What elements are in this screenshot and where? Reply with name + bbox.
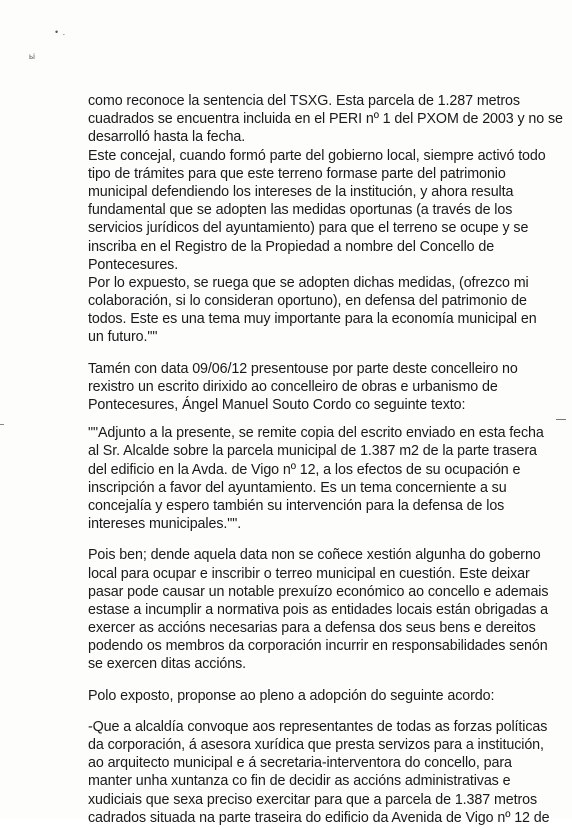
- text-line: Por lo expuesto, se ruega que se adopten dichas medidas, (ofrezco mi: [88, 274, 529, 291]
- text-line: intereses municipales."".: [88, 516, 242, 533]
- text-line: todos. Este es una tema muy importante para la economía municipal en: [88, 311, 537, 328]
- text-line: servicios jurídicos del ayuntamiento) para que el terreno se ocupe y se: [88, 220, 529, 237]
- text-line: Polo exposto, proponse ao pleno a adopción do seguinte acordo:: [88, 687, 495, 704]
- paragraph: [88, 718, 550, 827]
- text-line: xudiciais que sexa preciso exercitar para que a parcela de 1.387 metros: [88, 791, 538, 808]
- text-line: Este concejal, cuando formó parte del gobierno local, siempre activó todo: [88, 147, 546, 164]
- text-line: podendo os membros da corporación incurrir en responsabilidades senón: [88, 638, 548, 655]
- text-line: desarrolló hasta la fecha.: [88, 129, 246, 146]
- paragraph: [88, 92, 563, 347]
- text-line: manter unha xuntanza co fin de decidir as accións administrativas e: [88, 773, 511, 790]
- text-line: municipal defendiendo los intereses de la institución, y ahora resulta: [88, 183, 514, 200]
- text-line: Pontecesures.: [88, 256, 179, 273]
- text-line: ao arquitecto municipal e á secretaria-interventora do concello, para: [88, 755, 512, 772]
- text-line: Pois ben; dende aquela data non se coñece xestión algunha do goberno: [88, 547, 541, 564]
- scan-mark-left: ьі: [29, 52, 35, 61]
- paragraph: [88, 360, 518, 415]
- scan-mark-top: • .: [55, 27, 67, 37]
- text-line: -Que a alcaldía convoque aos representantes de todas as forzas políticas: [88, 718, 548, 735]
- text-line: cadrados situada na parte traseira do edificio da Avenida de Vigo nº 12 de: [88, 809, 550, 826]
- text-line: se exercen ditas accións.: [88, 656, 247, 673]
- text-line: tipo de trámites para que este terreno formase parte del patrimonio: [88, 165, 506, 182]
- paragraph-gap: [88, 705, 508, 718]
- text-line: ""Adjunto a la presente, se remite copia del escrito enviado en esta fecha: [88, 425, 544, 442]
- text-line: inscriba en el Registro de la Propiedad a nombre del Concello de: [88, 238, 495, 255]
- scan-edge-mark-left: [0, 424, 4, 425]
- text-line: Pontecesures, Ángel Manuel Souto Cordo co seguinte texto:: [88, 397, 466, 413]
- text-line: estase a incumplir a normativa pois as entidades locais están obrigadas a: [88, 601, 548, 618]
- text-line: rexistro un escrito dirixido ao concelleiro de obras e urbanismo de: [88, 378, 498, 395]
- text-line: da corporación, á asesora xurídica que presta servizos para a institución,: [88, 737, 544, 753]
- text-line: del edificio en la Avda. de Vigo nº 12, a los efectos de su ocupación e: [88, 461, 521, 478]
- text-line: local para ocupar e inscribir o terreo municipal en cuestión. Este deixar: [88, 565, 530, 582]
- paragraph: [88, 424, 544, 533]
- paragraph: [88, 687, 508, 705]
- paragraph: [88, 546, 549, 673]
- text-line: Tamén con data 09/06/12 presentouse por parte deste concelleiro no: [88, 360, 518, 377]
- paragraph-gap: [88, 414, 508, 424]
- paragraph-gap: [88, 347, 508, 360]
- text-line: colaboración, si lo consideran oportuno), en defensa del patrimonio de: [88, 293, 527, 310]
- document-body: [88, 92, 563, 827]
- paragraph-gap: [88, 674, 508, 687]
- text-line: al Sr. Alcalde sobre la parcela municipal de 1.387 m2 de la parte trasera: [88, 443, 537, 460]
- text-line: pasar pode causar un notable prexuízo económico ao concello e ademais: [88, 583, 549, 600]
- paragraph-gap: [88, 533, 508, 546]
- text-line: inscripción a favor del ayuntamiento. Es un tema concerniente a su: [88, 479, 507, 496]
- text-line: concejalía y espero también su intervención para la defensa de los: [88, 497, 505, 514]
- text-line: como reconoce la sentencia del TSXG. Esta parcela de 1.287 metros: [88, 93, 520, 109]
- text-line: cuadrados se encuentra incluida en el PERI nº 1 del PXOM de 2003 y no se: [88, 111, 563, 128]
- scan-edge-mark-right: [556, 419, 566, 420]
- text-line: exercer as accións necesarias para a defensa dos seus bens e dereitos: [88, 620, 536, 637]
- text-line: un futuro."": [88, 329, 158, 346]
- text-line: fundamental que se adopten las medidas oportunas (a través de los: [88, 202, 513, 219]
